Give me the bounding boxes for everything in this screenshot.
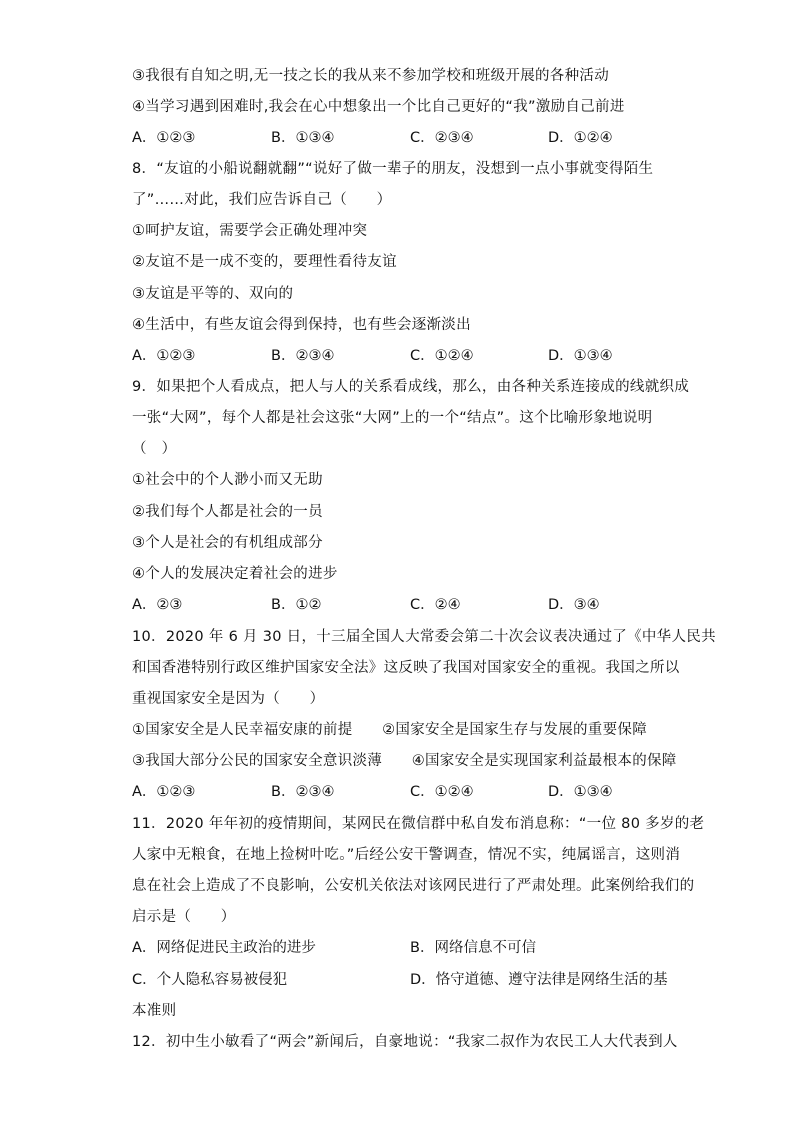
q10-items-row-2: ③我国大部分公民的国家安全意识淡薄 ④国家安全是实现国家利益最根本的保障 xyxy=(132,753,677,769)
q11-option-a[interactable]: A．网络促进民主政治的进步 xyxy=(132,940,316,956)
q7-option-b[interactable]: B．①③④ xyxy=(271,130,335,146)
q8-option-b[interactable]: B．②③④ xyxy=(271,348,335,364)
q9-option-d[interactable]: D．③④ xyxy=(548,597,600,613)
q8-option-a[interactable]: A．①②③ xyxy=(132,348,196,364)
q11-stem-line-4: 启示是（ ） xyxy=(132,909,236,925)
q7-option-c[interactable]: C．②③④ xyxy=(410,130,474,146)
q9-option-b[interactable]: B．①② xyxy=(271,597,322,613)
q10-stem-line-1: 10．2020 年 6 月 30 日，十三届全国人大常委会第二十次会议表决通过了《中华人民共 xyxy=(132,629,716,645)
q9-option-a[interactable]: A．②③ xyxy=(132,597,183,613)
q12-stem-line-1: 12．初中生小敏看了“两会”新闻后，自豪地说：“我家二叔作为农民工人大代表到人 xyxy=(132,1034,678,1050)
q11-stem-line-2: 人家中无粮食，在地上捡树叶吃。”后经公安干警调查，情况不实，纯属谣言，这则消 xyxy=(132,847,681,863)
q8-stem-line-1: 8．“友谊的小船说翻就翻”“说好了做一辈子的朋友，没想到一点小事就变得陌生 xyxy=(132,161,654,177)
q9-stem-line-3: （ ） xyxy=(132,441,177,457)
q8-item-4: ④生活中，有些友谊会得到保持，也有些会逐渐淡出 xyxy=(132,317,471,333)
q11-option-c[interactable]: C．个人隐私容易被侵犯 xyxy=(132,972,288,988)
q9-item-4: ④个人的发展决定着社会的进步 xyxy=(132,566,338,582)
q10-option-c[interactable]: C．①②④ xyxy=(410,784,474,800)
q9-item-1: ①社会中的个人渺小而又无助 xyxy=(132,472,323,488)
q8-option-d[interactable]: D．①③④ xyxy=(548,348,613,364)
q10-option-d[interactable]: D．①③④ xyxy=(548,784,613,800)
q8-stem-line-2: 了”……对此，我们应告诉自己（ ） xyxy=(132,192,392,208)
q11-option-d[interactable]: D．恪守道德、遵守法律是网络生活的基 xyxy=(410,972,668,988)
q7-option-d[interactable]: D．①②④ xyxy=(548,130,613,146)
q11-stem-line-3: 息在社会上造成了不良影响，公安机关依法对该网民进行了严肃处理。此案例给我们的 xyxy=(132,878,695,894)
q8-option-c[interactable]: C．①②④ xyxy=(410,348,474,364)
q9-stem-line-2: 一张“大网”，每个人都是社会这张“大网”上的一个“结点”。这个比喻形象地说明 xyxy=(132,410,653,426)
q11-stem-line-1: 11．2020 年年初的疫情期间，某网民在微信群中私自发布消息称：“一位 80 多岁的老 xyxy=(132,816,705,832)
q10-option-a[interactable]: A．①②③ xyxy=(132,784,196,800)
q11-option-d-continuation: 本准则 xyxy=(132,1003,177,1019)
q7-item-4: ④当学习遇到困难时,我会在心中想象出一个比自己更好的“我”激励自己前进 xyxy=(132,99,625,115)
q10-option-b[interactable]: B．②③④ xyxy=(271,784,335,800)
q8-item-1: ①呵护友谊，需要学会正确处理冲突 xyxy=(132,223,368,239)
q11-option-b[interactable]: B．网络信息不可信 xyxy=(410,940,536,956)
q8-item-2: ②友谊不是一成不变的，要理性看待友谊 xyxy=(132,254,397,270)
q9-item-2: ②我们每个人都是社会的一员 xyxy=(132,504,323,520)
q9-stem-line-1: 9．如果把个人看成点，把人与人的关系看成线，那么，由各种关系连接成的线就织成 xyxy=(132,379,690,395)
q10-items-row-1: ①国家安全是人民幸福安康的前提 ②国家安全是国家生存与发展的重要保障 xyxy=(132,722,647,738)
q9-option-c[interactable]: C．②④ xyxy=(410,597,461,613)
q8-item-3: ③友谊是平等的、双向的 xyxy=(132,286,294,302)
q9-item-3: ③个人是社会的有机组成部分 xyxy=(132,535,323,551)
q7-item-3: ③我很有自知之明,无一技之长的我从来不参加学校和班级开展的各种活动 xyxy=(132,68,610,84)
q10-stem-line-3: 重视国家安全是因为（ ） xyxy=(132,691,325,707)
q7-option-a[interactable]: A．①②③ xyxy=(132,130,196,146)
q10-stem-line-2: 和国香港特别行政区维护国家安全法》这反映了我国对国家安全的重视。我国之所以 xyxy=(132,660,680,676)
